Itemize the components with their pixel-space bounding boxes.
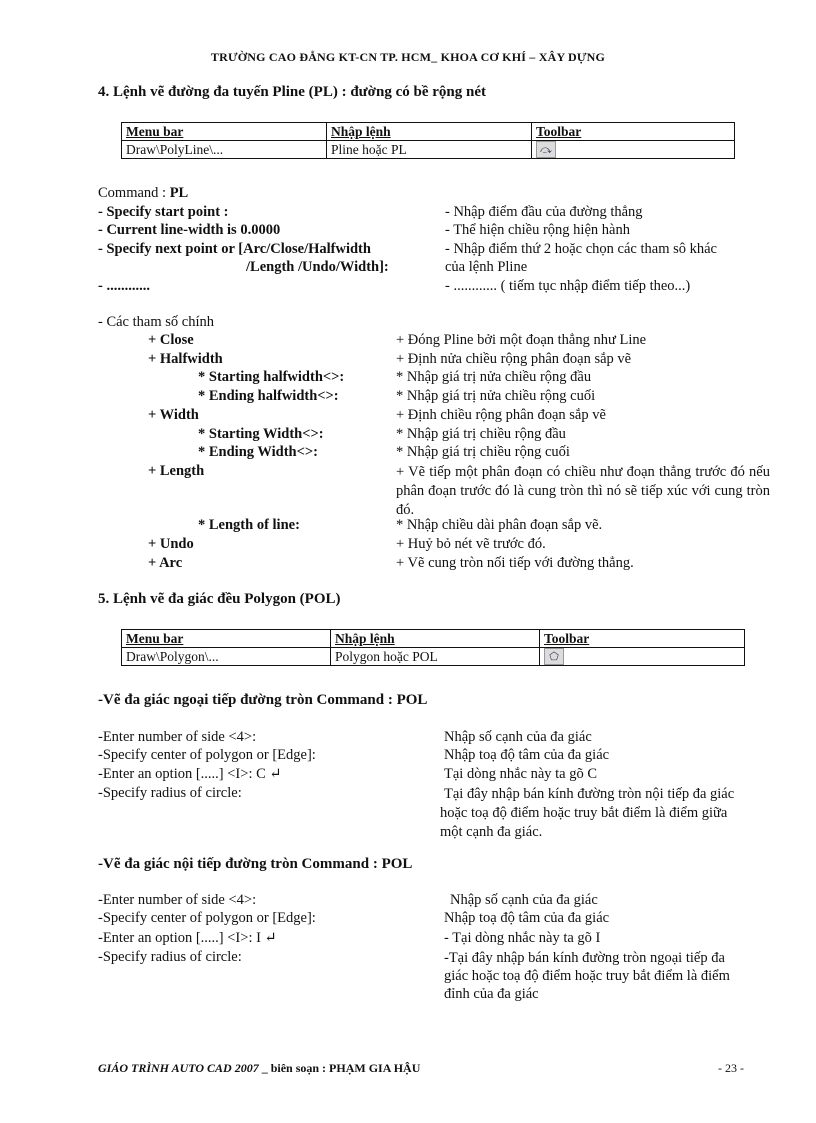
prompt-left: -Enter number of side <4>: [98,729,257,745]
prompt-right: - Tại dòng nhắc này ta gõ I [444,930,601,946]
command-line [98,185,188,202]
prompt-right: Tại dòng nhắc này ta gõ C [444,766,598,782]
step-left: - ............ [98,278,150,294]
col-header-input: Nhập lệnh [331,630,540,648]
step-right: của lệnh Pline [445,259,528,275]
cell-toolbar-icon [540,648,745,666]
param-name: + Close [148,332,194,348]
param-desc: * Nhập giá trị nửa chiều rộng đầu [396,369,592,385]
col-header-input: Nhập lệnh [327,123,532,141]
prompt-right: -Tại đây nhập bán kính đường tròn ngoại tiếp đa giác hoặc toạ độ điểm hoặc truy bắt điểm là điểm đỉnh của đa giác [444,950,730,1002]
param-name: + Width [148,407,199,423]
step-left: - Specify next point or [Arc/Close/Halfwidth [98,241,371,257]
params-title: - Các tham số chính [98,314,214,330]
param-name: * Starting Width<>: [198,426,324,442]
param-name: + Length [148,463,205,479]
step-right: - Nhập điểm thứ 2 hoặc chọn các tham sô khác [445,241,717,257]
step-right: - ............ ( tiếm tục nhập điểm tiếp theo...) [445,278,691,294]
pline-command-table [121,122,735,159]
param-name: + Halfwidth [148,351,223,367]
param-desc: * Nhập giá trị chiều rộng cuối [396,444,570,460]
param-desc: + Vẽ cung tròn nối tiếp với đường thẳng. [396,555,634,571]
param-desc: * Nhập giá trị chiều rộng đầu [396,426,566,442]
cell-menu-path: Draw\Polygon\... [122,648,331,666]
param-name: * Starting halfwidth<>: [198,369,345,385]
step-left: /Length /Undo/Width]: [246,259,389,275]
prompt-right: Nhập số cạnh của đa giác [444,729,592,745]
cell-command-input: Pline hoặc PL [327,141,532,159]
param-name: + Undo [148,536,194,552]
prompt-right: Nhập số cạnh của đa giác [450,892,598,908]
step-left: - Current line-width is 0.0000 [98,222,281,238]
cell-command-input: Polygon hoặc POL [331,648,540,666]
cell-toolbar-icon [532,141,735,159]
prompt-left: -Specify radius of circle: [98,785,242,801]
step-left: - Specify start point : [98,204,229,220]
command-label: Command : [98,185,170,201]
inner-polygon-title: -Vẽ đa giác nội tiếp đường tròn Command : POL [98,856,413,872]
command-value: PL [169,185,189,201]
prompt-left: -Enter number of side <4>: [98,892,257,908]
param-desc: + Huỷ bỏ nét vẽ trước đó. [396,536,546,552]
footer-book-title: GIÁO TRÌNH AUTO CAD 2007 [98,1061,259,1075]
section-4-title: 4. Lệnh vẽ đường đa tuyến Pline (PL) : đường có bề rộng nét [98,84,486,100]
prompt-right: Nhập toạ độ tâm của đa giác [444,910,610,926]
col-header-toolbar: Toolbar [540,630,745,648]
prompt-left: -Specify radius of circle: [98,949,242,965]
col-header-toolbar: Toolbar [532,123,735,141]
prompt-left: -Enter an option [.....] <I>: C ↵ [98,766,282,782]
param-desc: + Vẽ tiếp một phân đoạn có chiều như đoạn thẳng trước đó nếu phân đoạn trước đó là cung tròn thì nó sẽ tiếp xúc với cung tròn đó. [396,464,770,518]
param-name: * Ending Width<>: [198,444,318,460]
col-header-menu-bar: Menu bar [122,123,327,141]
step-right: - Thể hiện chiều rộng hiện hành [445,222,630,238]
step-right: - Nhập điểm đầu của đường thẳng [445,204,643,220]
param-name: + Arc [148,555,183,571]
prompt-right: Tại đây nhập bán kính đường tròn nội tiếp đa giác hoặc toạ độ điểm hoặc truy bắt điểm là điểm giữa một cạnh đa giác. [440,786,735,840]
outer-polygon-title: -Vẽ đa giác ngoại tiếp đường tròn Command : POL [98,692,428,708]
prompt-right: Nhập toạ độ tâm của đa giác [444,747,610,763]
param-desc: + Đóng Pline bởi một đoạn thẳng như Line [396,332,647,348]
section-5-title: 5. Lệnh vẽ đa giác đều Polygon (POL) [98,591,341,607]
param-desc: * Nhập chiều dài phân đoạn sắp vẽ. [396,517,603,533]
prompt-left: -Specify center of polygon or [Edge]: [98,747,316,763]
polygon-command-table [121,629,745,666]
footer-credit [98,1061,420,1076]
param-desc: + Định nửa chiều rộng phân đoạn sắp vẽ [396,351,632,367]
page-number: - 23 - [718,1061,744,1075]
param-name: * Length of line: [198,517,300,533]
polygon-icon[interactable]: ⬠ [544,648,564,665]
param-desc: + Định chiều rộng phân đoạn sắp vẽ [396,407,606,423]
page-header: TRƯỜNG CAO ĐẲNG KT-CN TP. HCM_ KHOA CƠ KHÍ – XÂY DỰNG [210,50,606,64]
prompt-left: -Specify center of polygon or [Edge]: [98,910,316,926]
prompt-left: -Enter an option [.....] <I>: I ↵ [98,930,277,946]
col-header-menu-bar: Menu bar [122,630,331,648]
footer-author: _ biên soạn : PHẠM GIA HẬU [258,1061,421,1075]
cell-menu-path: Draw\PolyLine\... [122,141,327,159]
pline-icon[interactable]: ⤼ [536,141,556,158]
param-name: * Ending halfwidth<>: [198,388,339,404]
param-desc: * Nhập giá trị nửa chiều rộng cuối [396,388,596,404]
